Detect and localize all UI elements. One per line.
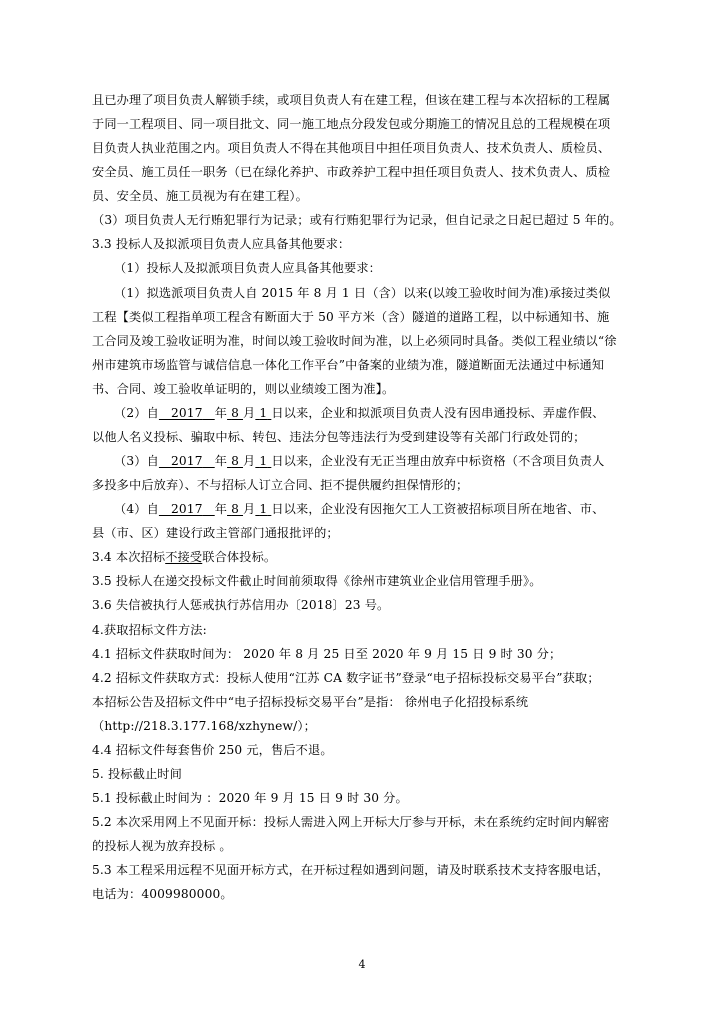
req3-month-unit: 月: [243, 454, 256, 468]
req4-year: 2017: [171, 502, 203, 516]
section-4-2-url: （http://218.3.177.168/xzhynew/）；: [92, 719, 316, 733]
section-5-heading: 5. 投标截止时间: [92, 767, 182, 781]
continuation-line-5: 员、安全员、施工员视为有在建工程）。: [92, 189, 308, 203]
req3-day: 1: [259, 454, 268, 468]
continuation-line-1: 且已办理了项目负责人解锁手续，或项目负责人有在建工程，但该在建工程与本次招标的工程属: [92, 93, 611, 107]
requirement-2-line-1: [114, 405, 604, 421]
requirement-1-line-3: 工合同及竣工验收证明为准，时间以竣工验收时间为准，以上必须同时具备。类似工程业绩以“徐: [92, 334, 617, 348]
section-5-1: 5.1 投标截止时间为 ：2020 年 9 月 15 日 9 时 30 分。: [92, 791, 408, 805]
req3-year-unit: 年: [214, 454, 228, 468]
req3-month: 8: [231, 454, 239, 468]
section-4-heading: 4.获取招标文件方法:: [92, 623, 207, 637]
continuation-line-3: 目负责人执业范围之内。项目负责人不得在其他项目中担任项目负责人、技术负责人、质检员、: [92, 141, 611, 155]
req3-prefix: （3）自: [114, 454, 159, 468]
req2-prefix: （2）自: [114, 406, 159, 420]
requirement-4-line-1: [114, 501, 604, 517]
req4-suffix: 日以来，企业没有因拖欠工人工资被招标项目所在地省、市、: [271, 502, 605, 516]
req4-month: 8: [231, 502, 239, 516]
continuation-line-4: 安全员、施工员任一职务（已在绿化养护、市政养护工程中担任项目负责人、技术负责人、质检: [92, 165, 611, 179]
section-4-2-line-2: 本招标公告及招标文件中“电子招标投标交易平台”是指： 徐州电子化招投标系统: [92, 695, 529, 709]
section-4-2-line-1: 4.2 招标文件获取方式：投标人使用“江苏 CA 数字证书”登录“电子招标投标交易平台”获取；: [92, 671, 600, 685]
req2-month-unit: 月: [243, 406, 256, 420]
page-number: 4: [358, 958, 366, 971]
section-3-5: 3.5 投标人在递交投标文件截止时间前须取得《徐州市建筑业企业信用管理手册》。: [92, 574, 542, 588]
section-3-3-heading: 3.3 投标人及拟派项目负责人应具备其他要求：: [92, 237, 351, 251]
requirement-1-line-5: 书、合同、竣工验收单证明的，则以业绩竣工图为准】。: [92, 382, 395, 396]
requirement-1-line-2: 工程【类似工程指单项工程含有断面大于 50 平方米（含）隧道的道路工程，以中标通知书、施: [92, 310, 610, 324]
req4-prefix: （4）自: [114, 502, 159, 516]
requirement-4-line-2: 县（市、区）建设行政主管部门通报批评的；: [92, 526, 339, 540]
req3-suffix: 日以来，企业没有无正当理由放弃中标资格（不含项目负责人: [271, 454, 605, 468]
requirement-1-line-1: （1）拟选派项目负责人自 2015 年 8 月 1 日（含）以来(以竣工验收时间为准)承接过类似: [114, 286, 611, 300]
s34-suffix: 联合体投标。: [202, 550, 277, 564]
section-5-3-line-2: 电话为：4009980000。: [92, 887, 233, 901]
requirement-3-line-2: 多投多中后放弃）、不与招标人订立合同、拒不提供履约担保情形的；: [92, 478, 469, 492]
continuation-line-2: 于同一工程项目、同一项目批文、同一施工地点分段发包或分期施工的情况且总的工程规模在项: [92, 117, 611, 131]
req2-year-unit: 年: [214, 406, 228, 420]
item-3-text: （3）项目负责人无行贿犯罪行为记录；或有行贿犯罪行为记录，但自记录之日起已超过 5 年的。: [92, 213, 622, 227]
section-5-3-line-1: 5.3 本工程采用远程不见面开标方式，在开标过程如遇到问题，请及时联系技术支持客服电话，: [92, 863, 610, 877]
section-5-2-line-2: 的投标人视为放弃投标 。: [92, 839, 232, 853]
requirement-2-line-2: 以他人名义投标、骗取中标、转包、违法分包等违法行为受到建设等有关部门行政处罚的；: [92, 430, 586, 444]
req3-year: 2017: [171, 454, 203, 468]
s34-prefix: 3.4 本次招标: [92, 550, 166, 564]
req4-month-unit: 月: [243, 502, 256, 516]
section-4-4: 4.4 招标文件每套售价 250 元，售后不退。: [92, 743, 333, 757]
requirement-1-line-4: 州市建筑市场监管与诚信信息一体化工作平台”中备案的业绩为准，隧道断面无法通过中标通知: [92, 358, 605, 372]
req2-day: 1: [259, 406, 268, 420]
section-3-3-subheading: （1）投标人及拟派项目负责人应具备其他要求：: [114, 261, 381, 275]
s34-acceptance: 不接受: [165, 550, 203, 564]
req4-year-unit: 年: [214, 502, 228, 516]
section-5-2-line-1: 5.2 本次采用网上不见面开标：投标人需进入网上开标大厅参与开标，未在系统约定时间内解密: [92, 815, 610, 829]
req2-month: 8: [231, 406, 239, 420]
req2-year: 2017: [171, 406, 203, 420]
section-3-4: [92, 549, 276, 565]
section-4-1: 4.1 招标文件获取时间为： 2020 年 8 月 25 日至 2020 年 9 月 15 日 9 时 30 分；: [92, 647, 562, 661]
requirement-3-line-1: [114, 453, 604, 469]
req4-day: 1: [259, 502, 268, 516]
section-3-6: 3.6 失信被执行人惩戒执行苏信用办〔2018〕23 号。: [92, 598, 390, 612]
req2-suffix: 日以来，企业和拟派项目负责人没有因串通投标、弄虚作假、: [271, 406, 605, 420]
